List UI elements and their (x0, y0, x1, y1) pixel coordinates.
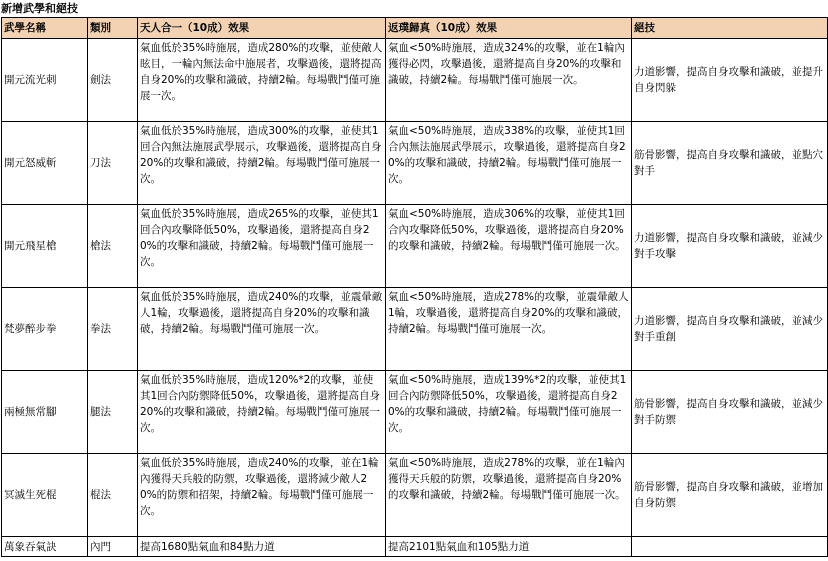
trick-effect: 筋骨影響，提高自身攻擊和識破，並減少對手防禦 (632, 371, 828, 454)
return-effect: 氣血<50%時施展，造成139%*2的攻擊，並使其1回合內防禦降低50%，攻擊過後，還將提高自身20%的攻擊和識破，持續2輪。每場戰鬥僅可施展一次。 (386, 371, 632, 454)
table-row (2, 39, 828, 122)
return-effect: 氣血<50%時施展，造成324%的攻擊，並在1輪內獲得必閃，攻擊過後，還將提高自身20%的攻擊和識破，持續2輪。每場戰鬥僅可施展一次。 (386, 39, 632, 122)
skill-category: 槍法 (88, 205, 138, 288)
skill-name: 開元飛星槍 (2, 205, 88, 288)
table-row (2, 371, 828, 454)
header-trick: 絕技 (632, 18, 828, 39)
unity-effect: 氣血低於35%時施展，造成240%的攻擊，並在1輪內獲得天兵般的防禦，攻擊過後，還將減少敵人20%的防禦和招架，持續2輪。每場戰鬥僅可施展一次。 (138, 454, 386, 537)
skill-name: 開元怒威斬 (2, 122, 88, 205)
return-effect: 氣血<50%時施展，造成278%的攻擊，並在1輪內獲得天兵般的防禦，攻擊過後，還將提高自身20%的攻擊和識破，持續2輪。每場戰鬥僅可施展一次。 (386, 454, 632, 537)
trick-effect: 力道影響，提高自身攻擊和識破，並提升自身閃躲 (632, 39, 828, 122)
header-row (2, 18, 828, 39)
table-row (2, 288, 828, 371)
table-row (2, 537, 828, 557)
unity-effect: 氣血低於35%時施展，造成120%*2的攻擊，並使其1回合內防禦降低50%，攻擊過後，還將提高自身20%的攻擊和識破，持續2輪。每場戰鬥僅可施展一次。 (138, 371, 386, 454)
trick-effect: 力道影響，提高自身攻擊和識破，並減少對手重創 (632, 288, 828, 371)
skill-name: 兩極無常腳 (2, 371, 88, 454)
skill-category: 劍法 (88, 39, 138, 122)
skill-name: 冥滅生死棍 (2, 454, 88, 537)
trick-effect (632, 537, 828, 557)
unity-effect: 提高1680點氣血和84點力道 (138, 537, 386, 557)
return-effect: 氣血<50%時施展，造成306%的攻擊，並使其1回合內攻擊降低50%，攻擊過後，還將提高自身20%的攻擊和識破，持續2輪。每場戰鬥僅可施展一次。 (386, 205, 632, 288)
page-title: 新增武學和絕技 (1, 2, 78, 15)
header-unity-effect: 天人合一（10成）效果 (138, 18, 386, 39)
header-return-effect: 返璞歸真（10成）效果 (386, 18, 632, 39)
unity-effect: 氣血低於35%時施展，造成280%的攻擊，並使敵人眩目，一輪內無法命中施展者，攻擊過後，還將提高自身20%的攻擊和識破，持續2輪。每場戰鬥僅可施展一次。 (138, 39, 386, 122)
skill-category: 腿法 (88, 371, 138, 454)
skill-category: 內門 (88, 537, 138, 557)
table-row (2, 122, 828, 205)
return-effect: 氣血<50%時施展，造成278%的攻擊，並震暈敵人1輪，攻擊過後，還將提高自身20%的攻擊和識破，持續2輪。每場戰鬥僅可施展一次。 (386, 288, 632, 371)
trick-effect: 力道影響，提高自身攻擊和識破，並減少對手攻擊 (632, 205, 828, 288)
return-effect: 氣血<50%時施展，造成338%的攻擊，並使其1回合內無法施展武學展示，攻擊過後，還將提高自身20%的攻擊和識破，持續2輪。每場戰鬥僅可施展一次。 (386, 122, 632, 205)
skill-name: 萬象吞氣訣 (2, 537, 88, 557)
table-row (2, 205, 828, 288)
trick-effect: 筋骨影響，提高自身攻擊和識破，並點穴對手 (632, 122, 828, 205)
martial-arts-table (1, 17, 828, 557)
unity-effect: 氣血低於35%時施展，造成240%的攻擊，並震暈敵人1輪，攻擊過後，還將提高自身20%的攻擊和識破，持續2輪。每場戰鬥僅可施展一次。 (138, 288, 386, 371)
skill-name: 開元流光刺 (2, 39, 88, 122)
skill-category: 拳法 (88, 288, 138, 371)
table-row (2, 454, 828, 537)
skill-category: 刀法 (88, 122, 138, 205)
return-effect: 提高2101點氣血和105點力道 (386, 537, 632, 557)
header-category: 類別 (88, 18, 138, 39)
trick-effect: 筋骨影響，提高自身攻擊和識破，並增加自身防禦 (632, 454, 828, 537)
unity-effect: 氣血低於35%時施展，造成265%的攻擊，並使其1回合內攻擊降低50%，攻擊過後，還將提高自身20%的攻擊和識破，持續2輪。每場戰鬥僅可施展一次。 (138, 205, 386, 288)
skill-name: 梵夢醉步拳 (2, 288, 88, 371)
header-name: 武學名稱 (2, 18, 88, 39)
unity-effect: 氣血低於35%時施展，造成300%的攻擊，並使其1回合內無法施展武學展示，攻擊過後，還將提高自身20%的攻擊和識破，持續2輪。每場戰鬥僅可施展一次。 (138, 122, 386, 205)
skill-category: 棍法 (88, 454, 138, 537)
